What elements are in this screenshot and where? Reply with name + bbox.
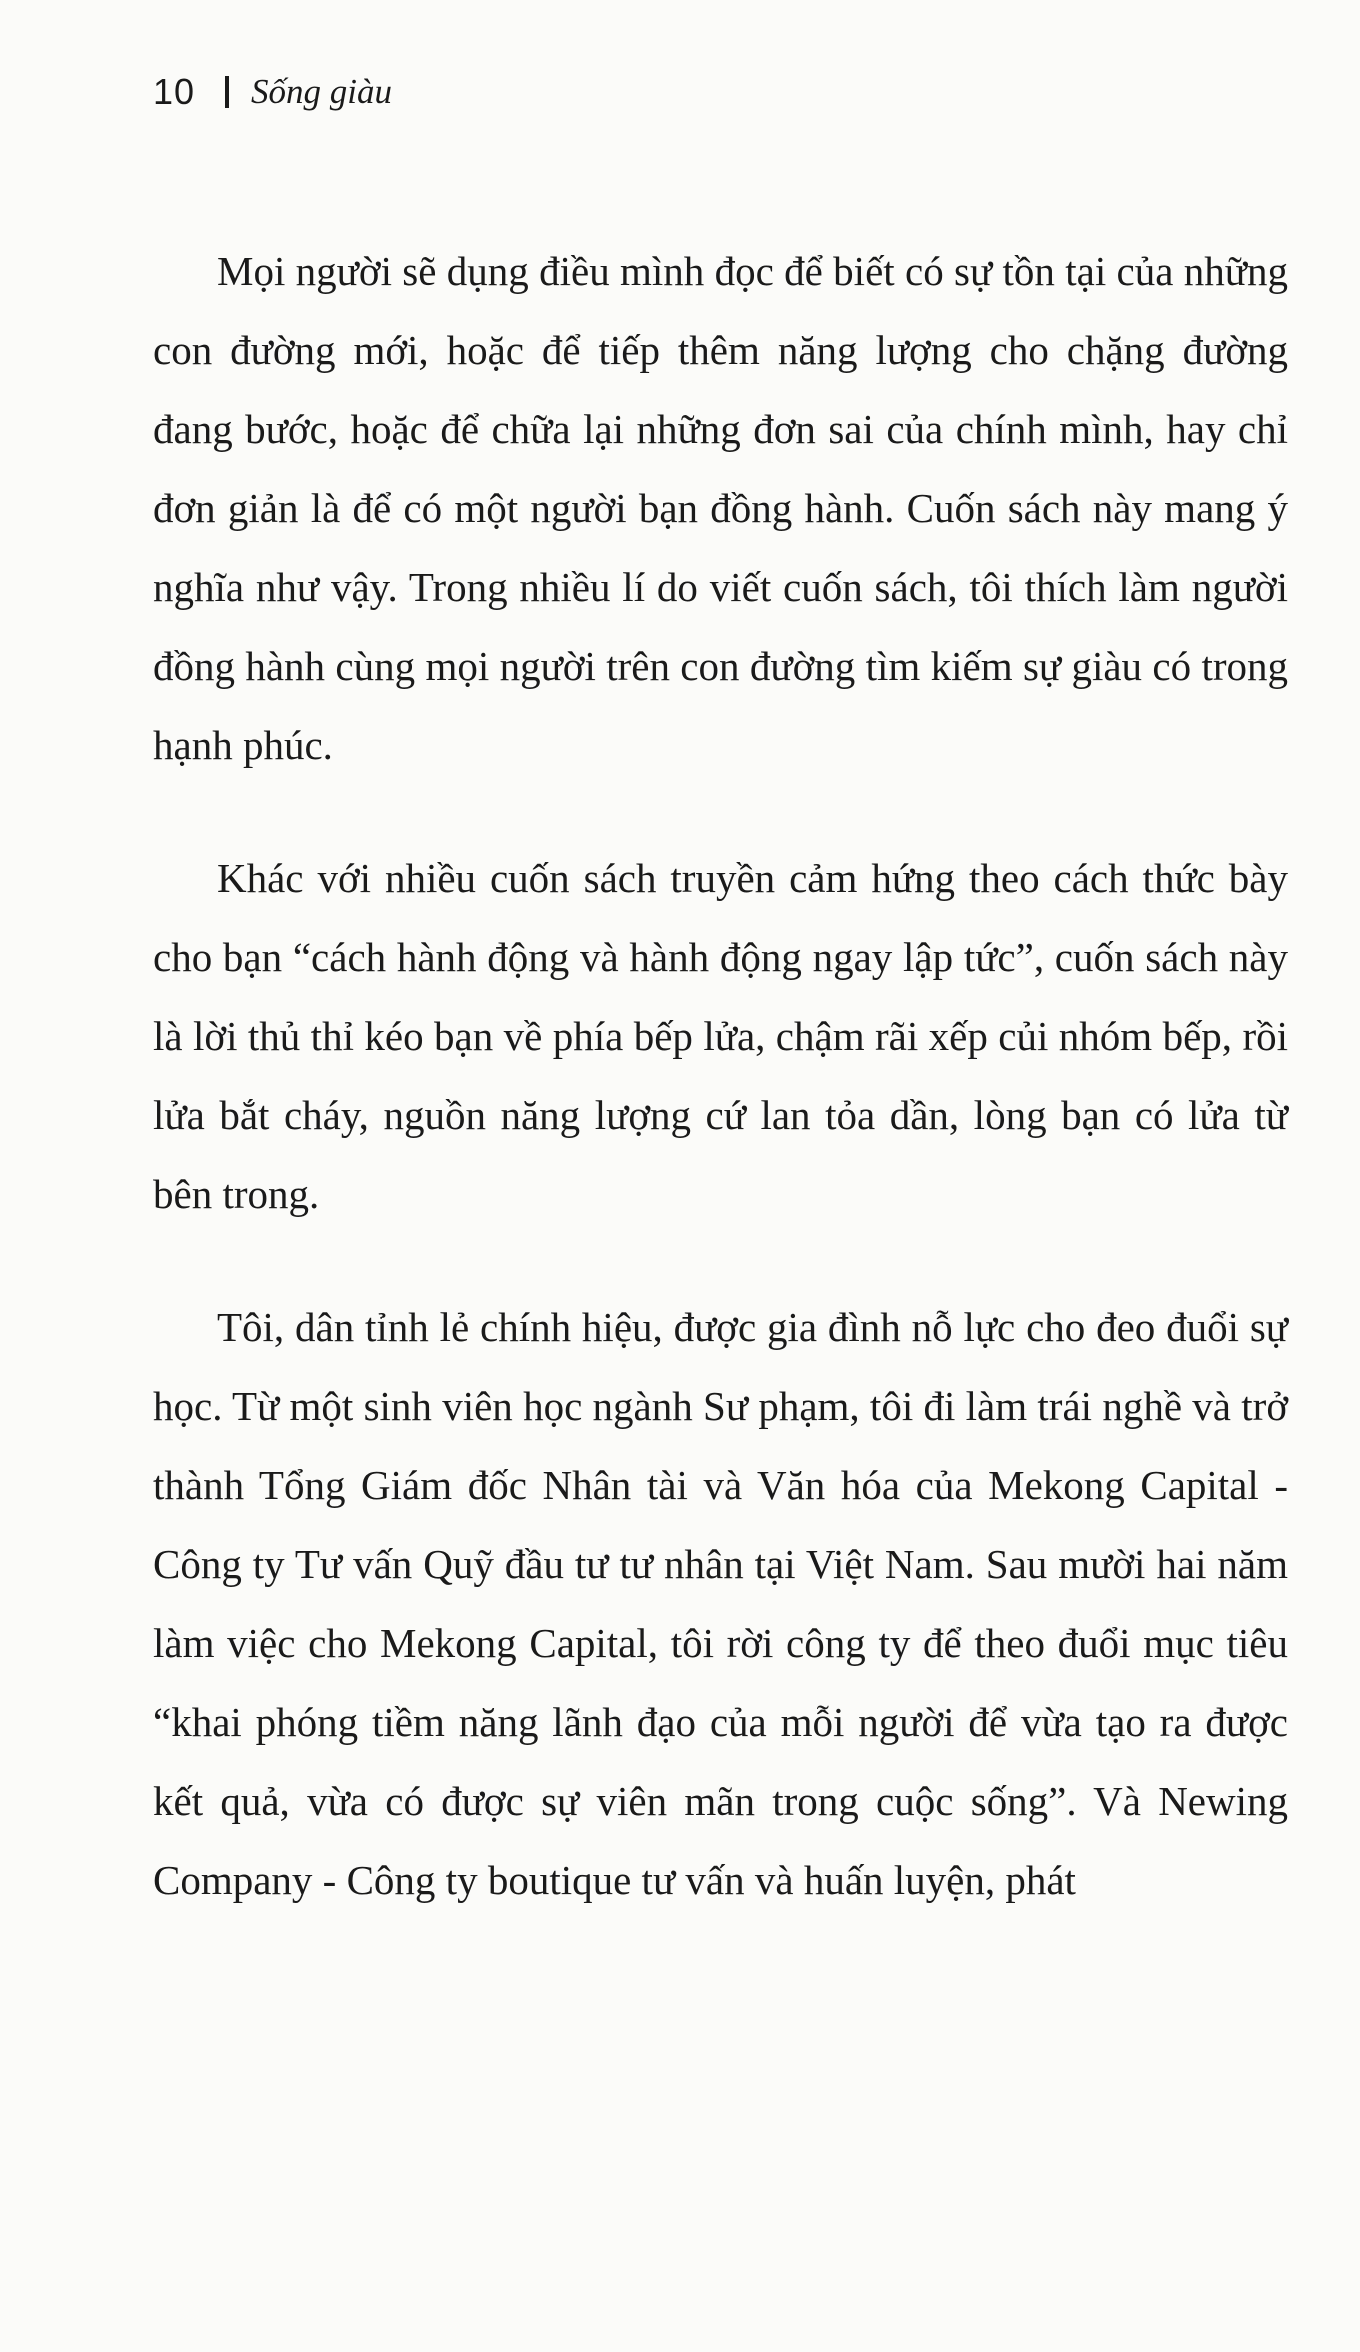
paragraph-2: Khác với nhiều cuốn sách truyền cảm hứng theo cách thức bày cho bạn “cách hành động và hành động ngay lập tức”, cuốn sách này là lời thủ thỉ kéo bạn về phía bếp lửa, chậm rãi xếp củi nhóm bếp, rồi lửa bắt cháy, nguồn năng lượng cứ lan tỏa dần, lòng bạn có lửa từ bên trong. (153, 855, 1288, 1217)
header-divider (225, 76, 229, 108)
paragraph-1: Mọi người sẽ dụng điều mình đọc để biết có sự tồn tại của những con đường mới, hoặc để tiếp thêm năng lượng cho chặng đường đang bước, hoặc để chữa lại những đơn sai của chính mình, hay chỉ đơn giản là để có một người bạn đồng hành. Cuốn sách này mang ý nghĩa như vậy. Trong nhiều lí do viết cuốn sách, tôi thích làm người đồng hành cùng mọi người trên con đường tìm kiếm sự giàu có trong hạnh phúc. (153, 248, 1288, 768)
page-number: 10 (153, 71, 196, 112)
body-text (153, 232, 1288, 1920)
paragraph-3: Tôi, dân tỉnh lẻ chính hiệu, được gia đình nỗ lực cho đeo đuổi sự học. Từ một sinh viên học ngành Sư phạm, tôi đi làm trái nghề và trở thành Tổng Giám đốc Nhân tài và Văn hóa của Mekong Capital - Công ty Tư vấn Quỹ đầu tư tư nhân tại Việt Nam. Sau mười hai năm làm việc cho Mekong Capital, tôi rời công ty để theo đuổi mục tiêu “khai phóng tiềm năng lãnh đạo của mỗi người để vừa tạo ra được kết quả, vừa có được sự viên mãn trong cuộc sống”. Và Newing Company - Công ty boutique tư vấn và huấn luyện, phát (153, 1304, 1288, 1903)
page-header (153, 62, 392, 122)
book-title: Sống giàu (251, 72, 393, 111)
